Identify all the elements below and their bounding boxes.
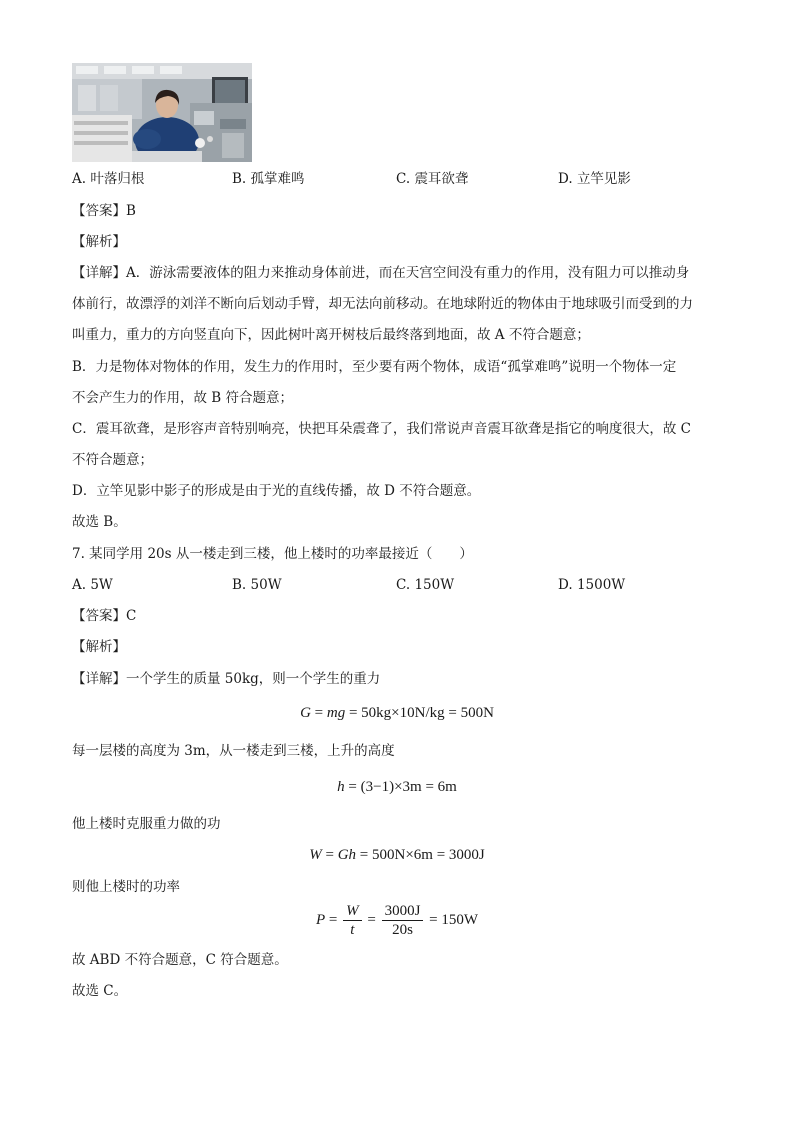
q7-option-b: B. 50W [232,577,282,593]
q6-detail-line: 不会产生力的作用，故 B 符合题意； [72,390,294,406]
q7-step-5: 故 ABD 不符合题意，C 符合题意。 [72,952,288,968]
q7-option-a: A. 5W [72,577,113,593]
equation-gravity: G = mg = 50kg×10N/kg = 500N [300,705,494,721]
q7-answer: 【答案】C [72,608,137,624]
q7-step-4: 则他上楼时的功率 [72,879,180,895]
q7-step-3: 他上楼时克服重力做的功 [72,816,221,832]
q6-options [72,173,722,189]
astronaut-photo-illustration [72,63,252,162]
q7-conclusion: 故选 C。 [72,983,128,999]
q6-detail-line: 体前行，故漂浮的刘洋不断向后划动手臂，却无法向前移动。在地球附近的物体由于地球吸引而受到的力 [72,296,693,312]
q6-option-d: D. 立竿见影 [558,171,631,187]
equation-height: h = (3−1)×3m = 6m [337,779,457,795]
q6-detail-line: 不符合题意； [72,452,153,468]
q6-detail-line: 【详解】A．游泳需要液体的阻力来推动身体前进，而在天宫空间没有重力的作用，没有阻力可以推动身 [72,265,690,281]
astronaut-photo [72,63,252,162]
q7-stem: 7. 某同学用 20s 从一楼走到三楼，他上楼时的功率最接近（ ） [72,546,473,562]
q6-conclusion: 故选 B。 [72,514,127,530]
q6-option-b: B. 孤掌难鸣 [232,171,305,187]
equation-power: P = $\frac{W}{t}$ = $\frac{3000J}{20s}$ = 150W [315,903,479,938]
equation-work: W = Gh = 500N×6m = 3000J [309,847,485,863]
q7-option-c: C. 150W [396,577,455,593]
q7-step-2: 每一层楼的高度为 3m，从一楼走到三楼，上升的高度 [72,743,395,759]
q6-detail-line: 叫重力，重力的方向竖直向下，因此树叶离开树枝后最终落到地面，故 A 不符合题意； [72,327,590,343]
fraction-w-over-t: $\frac{W}{t}$ [343,902,362,939]
q6-option-c: C. 震耳欲聋 [396,171,469,187]
q6-detail-line: B．力是物体对物体的作用，发生力的作用时，至少要有两个物体，成语“孤掌难鸣”说明一个物体一定 [72,359,677,375]
fraction-values: $\frac{3000J}{20s}$ [382,902,424,939]
q6-option-a: A. 叶落归根 [72,171,145,187]
q7-analysis-label: 【解析】 [72,639,126,655]
q7-step-1: 【详解】一个学生的质量 50kg，则一个学生的重力 [72,671,381,687]
q6-answer: 【答案】B [72,203,136,219]
q6-detail-line: D．立竿见影中影子的形成是由于光的直线传播，故 D 不符合题意。 [72,483,481,499]
q7-options [72,579,722,595]
q6-analysis-label: 【解析】 [72,234,126,250]
q6-detail-line: C．震耳欲聋，是形容声音特别响亮，快把耳朵震聋了，我们常说声音震耳欲聋是指它的响度很大，故 C [72,421,691,437]
q7-option-d: D. 1500W [558,577,626,593]
